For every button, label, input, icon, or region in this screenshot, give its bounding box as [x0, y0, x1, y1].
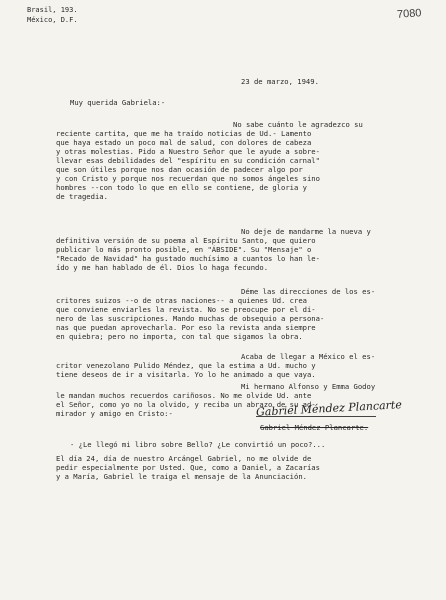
- body-line: No sabe cuánto le agradezco su: [233, 120, 363, 129]
- body-line: en quiebra; pero no importa, con tal que sigamos la obra.: [56, 332, 303, 341]
- body-line: Mi hermano Alfonso y Emma Godoy: [241, 382, 376, 391]
- body-line: ído y me han hablado de él. Dios lo haga fecundo.: [56, 263, 269, 272]
- body-line: No deje de mandarme la nueva y: [241, 227, 371, 236]
- body-line: llevar esas debilidades del "espíritu en su condición carnal": [56, 156, 320, 165]
- body-line: que conviene enviarles la revista. No se preocupe por el di-: [56, 305, 316, 314]
- postscript-line: El día 24, día de nuestro Arcángel Gabriel, no me olvide de: [56, 454, 312, 463]
- body-line: "Recado de Navidad" ha gustado muchísimo a cuantos lo han le-: [56, 254, 320, 263]
- body-line: Acaba de llegar a México el es-: [241, 352, 376, 361]
- postscript-line: y a María, Gabriel le traiga el mensaje de la Anunciación.: [56, 472, 307, 481]
- salutation: Muy querida Gabriela:-: [70, 98, 166, 107]
- body-line: le mandan muchos recuerdos cariñosos. No me olvide Ud. ante: [56, 391, 312, 400]
- body-line: critores suizos --o de otras naciones-- a quienes Ud. crea: [56, 296, 307, 305]
- archive-number: 7080: [396, 7, 422, 21]
- body-line: reciente cartita, que me ha traído noticias de Ud.- Lamento: [56, 129, 312, 138]
- signature-underline: [256, 416, 376, 417]
- postscript-line: pedir especialmente por Usted. Que, como a Daniel, a Zacarías: [56, 463, 320, 472]
- letter-date: 23 de marzo, 1949.: [241, 77, 319, 86]
- body-line: hombres --con todo lo que en ello se contiene, de gloria y: [56, 183, 307, 192]
- body-line: mirador y amigo en Cristo:-: [56, 409, 173, 418]
- body-line: que son útiles porque nos dan ocasión de padecer algo por: [56, 165, 303, 174]
- sender-address-line2: México, D.F.: [27, 16, 78, 24]
- handwritten-signature: Gabriel Méndez Plancarte: [255, 398, 403, 419]
- body-line: el Señor, como yo no la olvido, y reciba un abrazo de su ad-: [56, 400, 316, 409]
- body-line: nas que puedan aprovecharla. Por eso la revista anda siempre: [56, 323, 316, 332]
- body-line: publicar lo más pronto posible, en "ÁBSIDE". Su "Mensaje" o: [56, 245, 312, 254]
- body-line: Déme las direcciones de los es-: [241, 287, 376, 296]
- body-line: y con Cristo y porque nos recuerdan que no somos ángeles sino: [56, 174, 320, 183]
- body-line: de tragedia.: [56, 192, 108, 201]
- body-line: critor venezolano Pulido Méndez, que la estima a Ud. mucho y: [56, 361, 316, 370]
- body-line: que haya estado un poco mal de salud, con dolores de cabeza: [56, 138, 312, 147]
- body-line: nero de las suscripciones. Mando muchas de obsequio a persona-: [56, 314, 325, 323]
- body-line: tiene deseos de ir a visitarla. Yo lo he animado a que vaya.: [56, 370, 316, 379]
- typed-signature: Gabriel Méndez Plancarte.: [260, 423, 369, 432]
- body-line: y otras molestias. Pido a Nuestro Señor que le ayude a sobre-: [56, 147, 320, 156]
- body-line: definitiva versión de su poema al Espíritu Santo, que quiero: [56, 236, 316, 245]
- sender-address-line1: Brasil, 193.: [27, 6, 78, 14]
- postscript-line: - ¿Le llegó mi libro sobre Bello? ¿Le convirtió un poco?...: [70, 440, 326, 449]
